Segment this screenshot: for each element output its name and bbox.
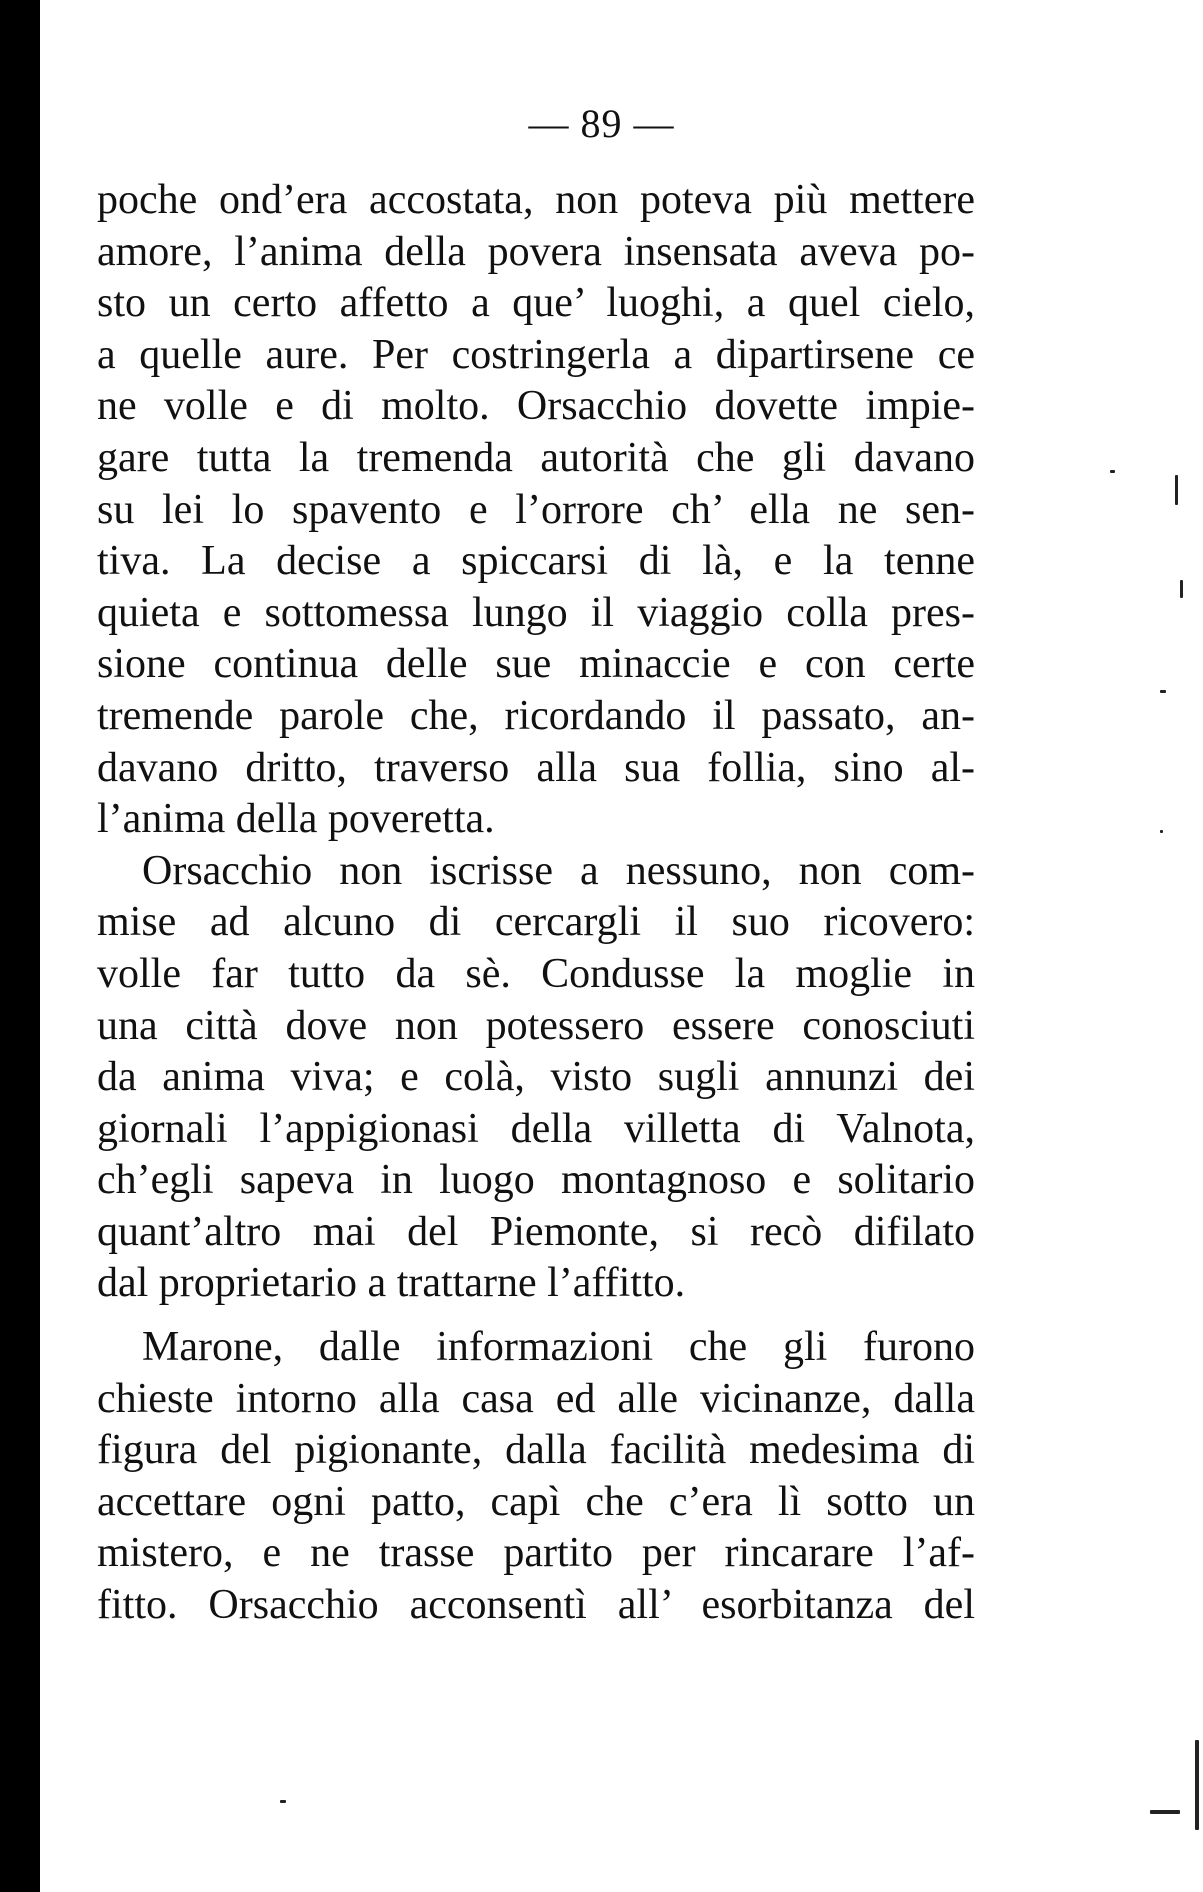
text-line: sione continua delle sue minaccie e con certe xyxy=(97,641,975,688)
page-number: — 89 — xyxy=(528,101,675,146)
text-line: figura del pigionante, dalla facilità medesima di xyxy=(97,1427,975,1474)
scan-speck xyxy=(1160,690,1166,693)
text-line: ne volle e di molto. Orsacchio dovette impie- xyxy=(97,383,975,430)
text-line: tiva. La decise a spiccarsi di là, e la tenne xyxy=(97,538,975,585)
text-line: ch’egli sapeva in luogo montagnoso e solitario xyxy=(97,1157,975,1204)
text-line: Orsacchio non iscrisse a nessuno, non com- xyxy=(142,847,975,894)
text-line: a quelle aure. Per costringerla a dipartirsene ce xyxy=(97,331,975,378)
body-text xyxy=(97,175,975,1632)
scan-speck xyxy=(1110,470,1115,473)
scan-speck xyxy=(1180,580,1183,598)
text-line: dal proprietario a trattarne l’affitto. xyxy=(97,1260,686,1307)
scan-speck xyxy=(1195,1740,1199,1830)
text-line: tremende parole che, ricordando il passato, an- xyxy=(97,692,975,739)
text-line: gare tutta la tremenda autorità che gli davano xyxy=(97,434,975,481)
text-line: accettare ogni patto, capì che c’era lì sotto un xyxy=(97,1478,975,1525)
text-line: Marone, dalle informazioni che gli furono xyxy=(142,1324,975,1371)
text-line: davano dritto, traverso alla sua follia, sino al- xyxy=(97,744,975,791)
text-line: amore, l’anima della povera insensata aveva po- xyxy=(97,228,975,275)
text-line: chieste intorno alla casa ed alle vicinanze, dalla xyxy=(97,1375,975,1422)
scan-speck xyxy=(1175,475,1178,505)
text-line: fitto. Orsacchio acconsentì all’ esorbitanza del xyxy=(97,1582,975,1629)
scan-speck xyxy=(1160,830,1163,833)
text-line: quieta e sottomessa lungo il viaggio colla pres- xyxy=(97,589,975,636)
text-line: sto un certo affetto a que’ luoghi, a quel cielo, xyxy=(97,280,975,327)
text-line: mistero, e ne trasse partito per rincarare l’af- xyxy=(97,1530,975,1577)
text-line: l’anima della poveretta. xyxy=(97,796,495,843)
text-line: una città dove non potessero essere conosciuti xyxy=(97,1002,975,1049)
text-line: quant’altro mai del Piemonte, si recò difilato xyxy=(97,1208,975,1255)
scan-binding-edge xyxy=(0,0,40,1892)
text-line: volle far tutto da sè. Condusse la moglie in xyxy=(97,950,975,997)
text-line: giornali l’appigionasi della villetta di Valnota, xyxy=(97,1105,975,1152)
text-line: mise ad alcuno di cercargli il suo ricovero: xyxy=(97,899,975,946)
scan-speck xyxy=(280,1800,286,1803)
text-line: da anima viva; e colà, visto sugli annunzi dei xyxy=(97,1054,975,1101)
text-line: poche ond’era accostata, non poteva più mettere xyxy=(97,177,975,223)
text-line: su lei lo spavento e l’orrore ch’ ella ne sen- xyxy=(97,486,975,533)
scan-speck xyxy=(1150,1810,1180,1814)
